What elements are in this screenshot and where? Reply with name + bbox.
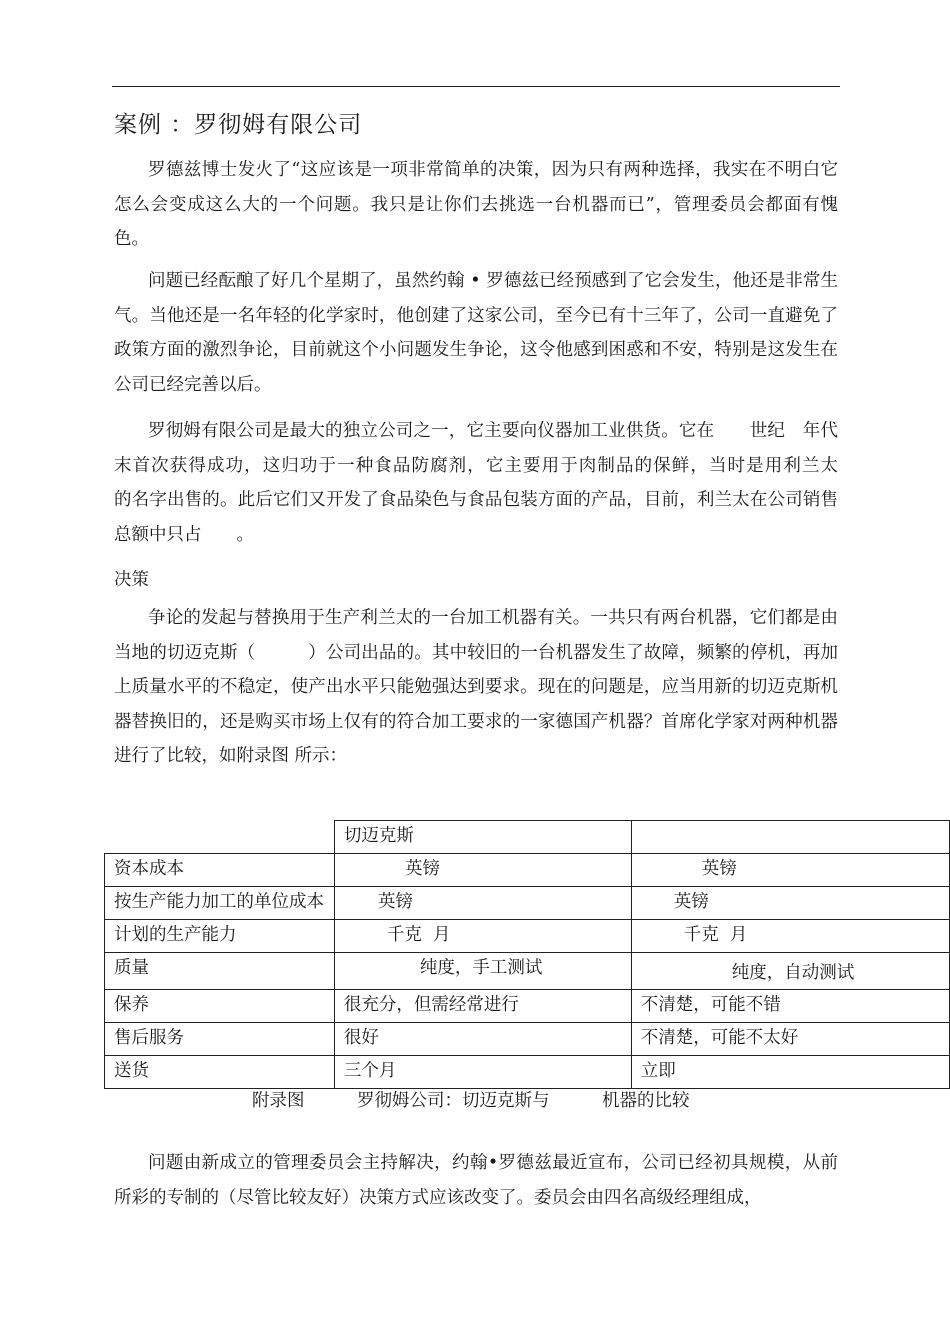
table-cell: 千克 月 <box>631 920 949 953</box>
section-heading-decision: 决策 <box>114 570 149 590</box>
table-cell: 资本成本 <box>105 854 335 887</box>
table-row <box>105 920 950 953</box>
table-cell: 英镑 <box>631 854 949 887</box>
table-cell: 不清楚，可能不太好 <box>631 1023 949 1056</box>
table-header-chemex: 切迈克斯 <box>334 821 631 854</box>
table-cell: 很好 <box>334 1023 631 1056</box>
table-cell: 纯度，手工测试 <box>334 953 631 990</box>
table-cell: 纯度，自动测试 <box>631 953 949 990</box>
table-header-german <box>631 821 949 854</box>
paragraph-decision: 争论的发起与替换用于生产利兰太的一台加工机器有关。一共只有两台机器，它们都是由当地的切迈克斯（ ）公司出品的。其中较旧的一台机器发生了故障，频繁的停机，再加上质量水平的不稳定，使产出水平只能勉强达到要求。现在的问题是，应当用新的切迈克斯机器替换旧的，还是购买市场上仅有的符合加工要求的一家德国产机器？首席化学家对两种机器进行了比较，如附录图 所示： <box>114 608 838 766</box>
table-cell: 三个月 <box>334 1056 631 1089</box>
table-header-row <box>105 821 950 854</box>
paragraph-after-table: 问题由新成立的管理委员会主持解决，约翰•罗德兹最近宣布，公司已经初具规模，从前所彩的专制的（尽管比较友好）决策方式应该改变了。委员会由四名高级经理组成， <box>114 1153 838 1208</box>
table-cell: 送货 <box>105 1056 335 1089</box>
header-rule <box>112 86 840 87</box>
table-cell: 不清楚，可能不错 <box>631 990 949 1023</box>
table-cell: 英镑 <box>334 887 631 920</box>
table-cell: 保养 <box>105 990 335 1023</box>
table-cell: 按生产能力加工的单位成本 <box>105 887 335 920</box>
table-cell: 售后服务 <box>105 1023 335 1056</box>
table-cell: 质量 <box>105 953 335 990</box>
table-cell <box>105 821 335 854</box>
table-caption: 附录图 罗彻姆公司：切迈克斯与 机器的比较 <box>252 1091 690 1111</box>
table-cell: 计划的生产能力 <box>105 920 335 953</box>
table-cell: 英镑 <box>334 854 631 887</box>
table-row <box>105 953 950 990</box>
case-title: 案例 ：罗彻姆有限公司 <box>114 112 363 138</box>
table-row <box>105 887 950 920</box>
table-row <box>105 990 950 1023</box>
paragraph-2: 问题已经酝酿了好几个星期了，虽然约翰 • 罗德兹已经预感到了它会发生，他还是非常生气。当他还是一名年轻的化学家时，他创建了这家公司，至今已有十三年了，公司一直避免了政策方面的激烈争论，目前就这个小问题发生争论，这令他感到困惑和不安，特别是这发生在公司已经完善以后。 <box>114 271 838 395</box>
paragraph-1: 罗德兹博士发火了“这应该是一项非常简单的决策，因为只有两种选择，我实在不明白它怎么会变成这么大的一个问题。我只是让你们去挑选一台机器而已”，管理委员会都面有愧色。 <box>114 160 838 249</box>
table-cell: 英镑 <box>631 887 949 920</box>
table-cell: 千克 月 <box>334 920 631 953</box>
paragraph-3: 罗彻姆有限公司是最大的独立公司之一，它主要向仪器加工业供货。它在 世纪 年代末首次获得成功，这归功于一种食品防腐剂，它主要用于肉制品的保鲜，当时是用利兰太 的名字出售的。此后它们又开发了食品染色与食品包装方面的产品，目前，利兰太在公司销售总额中只占 。 <box>114 421 926 545</box>
comparison-table <box>104 820 950 1089</box>
table-cell: 很充分，但需经常进行 <box>334 990 631 1023</box>
table-row <box>105 1023 950 1056</box>
table-row <box>105 1056 950 1089</box>
table-cell: 立即 <box>631 1056 949 1089</box>
table-row <box>105 854 950 887</box>
